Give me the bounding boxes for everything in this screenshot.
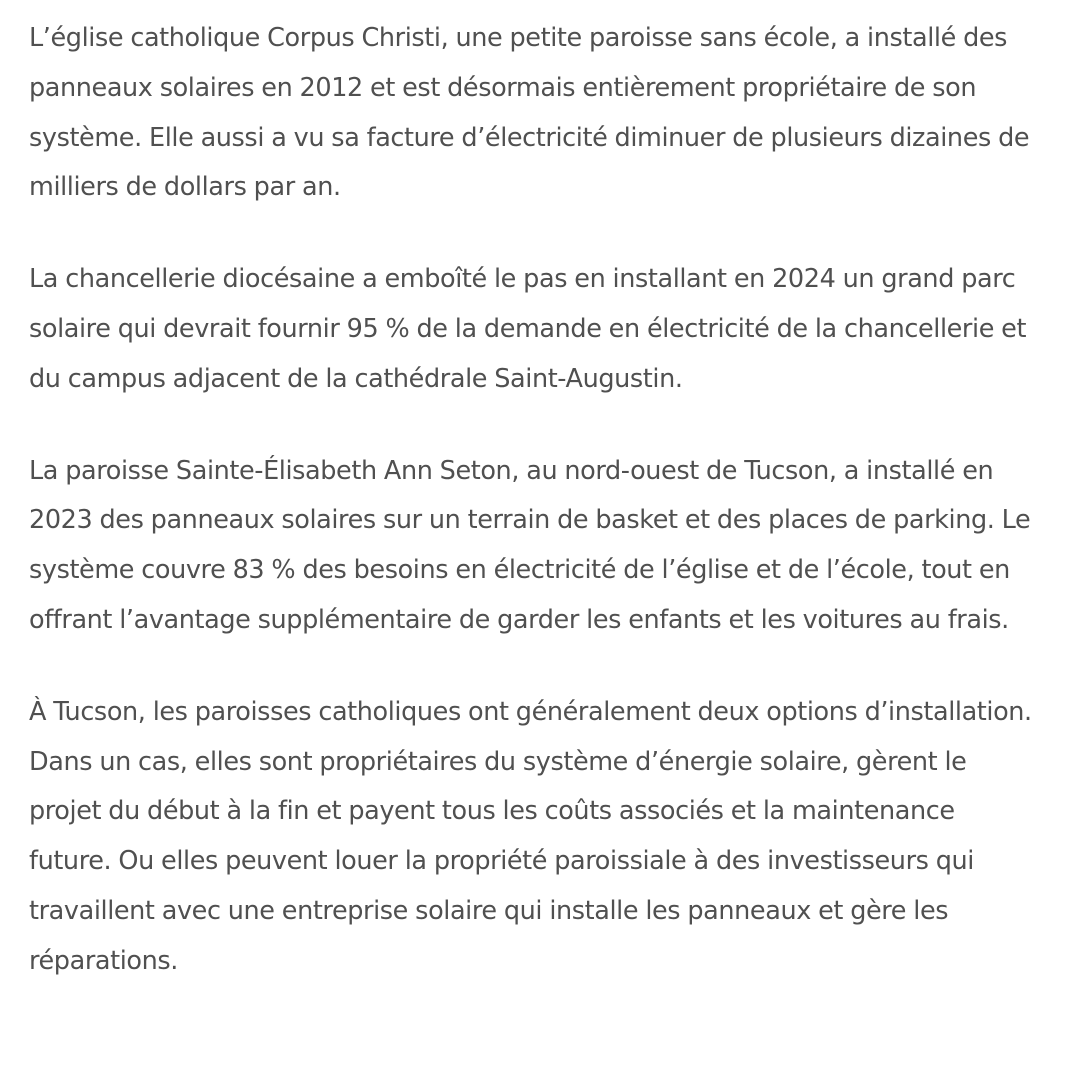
paragraph-installation-options: À Tucson, les paroisses catholiques ont généralement deux options d’installation. Dans un cas, elles sont propriétaires du système d’énergie solaire, gèrent le projet du début à la fin et payent tous les coûts associés et la maintenance future. Ou elles peuvent louer la propriété paroissiale à des investisseurs qui travaillent avec une entreprise solaire qui installe les panneaux et gère les réparations. [29, 696, 1032, 976]
article-body [29, 14, 1039, 987]
paragraph-sainte-elisabeth: La paroisse Sainte-Élisabeth Ann Seton, au nord-ouest de Tucson, a installé en 2023 des panneaux solaires sur un terrain de basket et des places de parking. Le système couvre 83 % des besoins en électricité de l’église et de l’école, tout en offrant l’avantage supplémentaire de garder les enfants et les voitures au frais. [29, 455, 1031, 635]
paragraph-chancellerie: La chancellerie diocésaine a emboîté le pas en installant en 2024 un grand parc solaire qui devrait fournir 95 % de la demande en électricité de la chancellerie et du campus adjacent de la cathédrale Saint-Augustin. [29, 264, 1027, 394]
paragraph-corpus-christi: L’église catholique Corpus Christi, une petite paroisse sans école, a installé des panneaux solaires en 2012 et est désormais entièrement propriétaire de son système. Elle aussi a vu sa facture d’électricité diminuer de plusieurs dizaines de milliers de dollars par an. [29, 23, 1030, 203]
